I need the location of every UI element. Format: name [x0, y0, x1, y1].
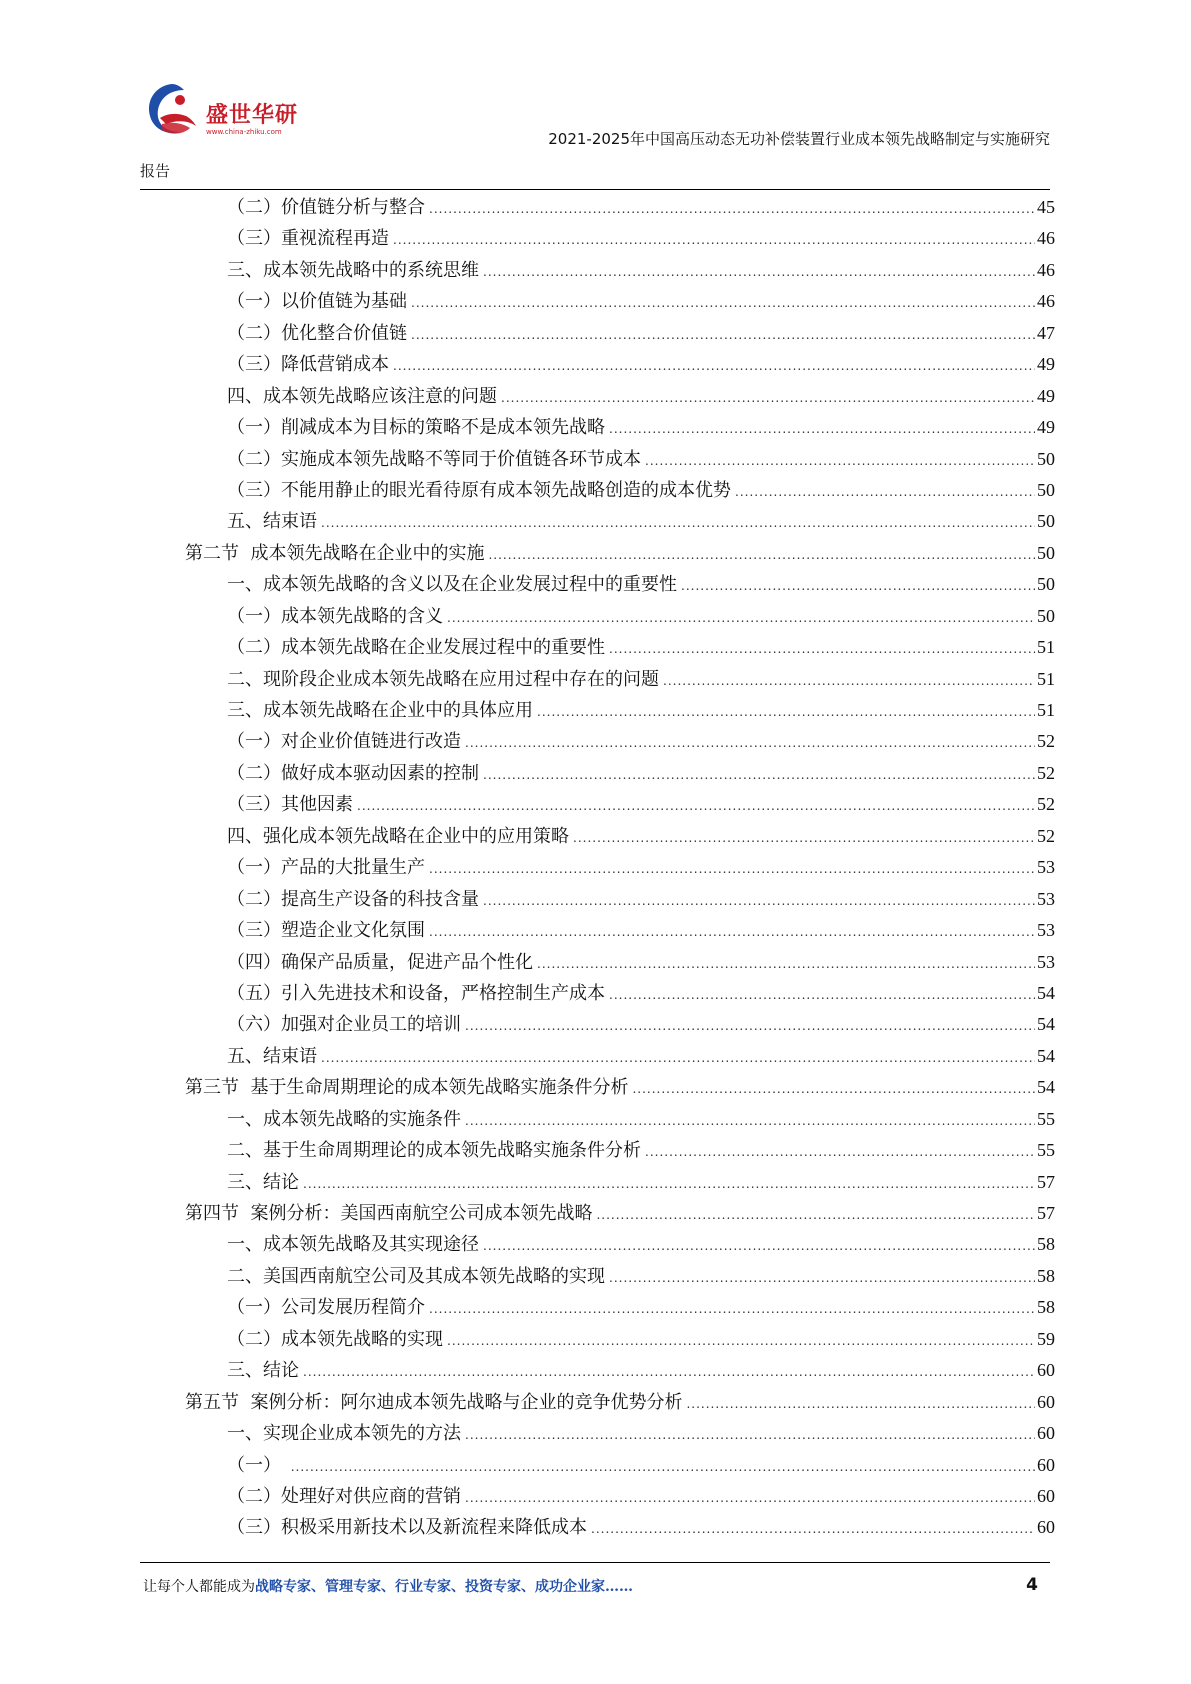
toc-entry[interactable]	[185, 695, 1055, 726]
toc-entry-page: 57	[1037, 1171, 1055, 1192]
toc-leader-dots	[411, 320, 1035, 351]
page-footer	[143, 1576, 1048, 1600]
toc-entry-title: （二）做好成本驱动因素的控制	[227, 762, 479, 784]
toc-entry-title: 三、结论	[227, 1171, 299, 1193]
toc-entry-page: 46	[1037, 291, 1055, 312]
toc-leader-dots	[483, 1231, 1035, 1262]
toc-entry[interactable]	[185, 506, 1055, 537]
toc-entry-page: 57	[1037, 1203, 1055, 1223]
toc-leader-dots	[393, 351, 1035, 382]
toc-entry-title: 三、成本领先战略中的系统思维	[227, 259, 479, 281]
toc-entry-page: 50	[1037, 448, 1055, 469]
toc-entry[interactable]	[185, 538, 1055, 569]
toc-leader-dots	[303, 1357, 1035, 1388]
toc-entry-page: 55	[1037, 1140, 1055, 1161]
toc-entry[interactable]	[185, 1009, 1055, 1040]
toc-entry-page: 50	[1037, 479, 1055, 500]
toc-entry-title: （三）降低营销成本	[227, 354, 389, 376]
toc-entry[interactable]	[185, 1072, 1055, 1103]
toc-entry-page: 47	[1037, 322, 1055, 343]
toc-entry[interactable]	[185, 1292, 1055, 1323]
toc-entry-title: （一）成本领先战略的含义	[227, 605, 443, 627]
toc-entry[interactable]	[185, 726, 1055, 757]
toc-leader-dots	[429, 854, 1035, 885]
toc-entry-title: （三）塑造企业文化氛围	[227, 920, 425, 942]
toc-entry[interactable]	[185, 1041, 1055, 1072]
toc-entry[interactable]	[185, 569, 1055, 600]
toc-leader-dots	[321, 1043, 1035, 1074]
toc-entry-page: 50	[1037, 511, 1055, 532]
page-number: 4	[1026, 1575, 1038, 1595]
toc-entry[interactable]	[185, 255, 1055, 286]
toc-entry[interactable]	[185, 223, 1055, 254]
logo-swirl-icon	[140, 78, 204, 142]
toc-entry-title: 一、成本领先战略的含义以及在企业发展过程中的重要性	[227, 574, 677, 596]
toc-leader-dots	[321, 508, 1035, 539]
toc-leader-dots	[465, 1420, 1035, 1451]
toc-entry-title: 四、强化成本领先战略在企业中的应用策略	[227, 825, 569, 847]
toc-leader-dots	[357, 791, 1035, 822]
toc-leader-dots	[609, 634, 1035, 665]
toc-entry-page: 51	[1037, 637, 1055, 658]
toc-entry-title: 一、实现企业成本领先的方法	[227, 1423, 461, 1445]
toc-leader-dots	[591, 1514, 1035, 1545]
toc-entry-title: 三、结论	[227, 1360, 299, 1382]
toc-entry[interactable]	[185, 1261, 1055, 1292]
toc-entry-title: （二）成本领先战略在企业发展过程中的重要性	[227, 637, 605, 659]
toc-entry-title: （三）不能用静止的眼光看待原有成本领先战略创造的成本优势	[227, 479, 731, 501]
toc-entry[interactable]	[185, 1167, 1055, 1198]
toc-entry-page: 58	[1037, 1234, 1055, 1255]
toc-entry-page: 52	[1037, 731, 1055, 752]
toc-leader-dots	[483, 257, 1035, 288]
toc-entry-page: 53	[1037, 951, 1055, 972]
toc-leader-dots	[447, 603, 1035, 634]
toc-entry-title: 一、成本领先战略的实施条件	[227, 1108, 461, 1130]
toc-entry-page: 53	[1037, 920, 1055, 941]
toc-entry-title: （一）削减成本为目标的策略不是成本领先战略	[227, 417, 605, 439]
toc-entry[interactable]	[185, 1104, 1055, 1135]
toc-leader-dots	[303, 1169, 1035, 1200]
toc-entry-title: 五、结束语	[227, 511, 317, 533]
toc-entry[interactable]	[185, 601, 1055, 632]
toc-entry-page: 60	[1037, 1485, 1055, 1506]
toc-entry-page: 55	[1037, 1108, 1055, 1129]
toc-leader-dots	[681, 571, 1035, 602]
toc-entry-page: 54	[1037, 1077, 1055, 1098]
toc-entry[interactable]	[185, 1387, 1055, 1418]
toc-entry[interactable]	[185, 1198, 1055, 1229]
toc-entry[interactable]	[185, 412, 1055, 443]
toc-entry-title: （二）实施成本领先战略不等同于价值链各环节成本	[227, 448, 641, 470]
toc-entry-page: 50	[1037, 605, 1055, 626]
toc-entry-title: （三）重视流程再造	[227, 228, 389, 250]
toc-entry-title: 五、结束语	[227, 1045, 317, 1067]
logo-url: www.china-zhiku.com	[206, 128, 282, 136]
toc-leader-dots	[429, 917, 1035, 948]
toc-entry-title: （四）确保产品质量，促进产品个性化	[227, 951, 533, 973]
toc-leader-dots	[609, 1263, 1035, 1294]
toc-entry[interactable]	[185, 1229, 1055, 1260]
toc-entry-page: 60	[1037, 1423, 1055, 1444]
toc-entry-title: 二、现阶段企业成本领先战略在应用过程中存在的问题	[227, 668, 659, 690]
document-title-tail: 报告	[140, 162, 171, 180]
toc-entry[interactable]	[185, 1135, 1055, 1166]
toc-entry-title: （二）成本领先战略的实现	[227, 1328, 443, 1350]
toc-entry[interactable]	[185, 444, 1055, 475]
toc-entry-title: （一）以价值链为基础	[227, 291, 407, 313]
company-logo	[140, 78, 310, 148]
document-title: 2021-2025年中国高压动态无功补偿装置行业成本领先战略制定与实施研究	[548, 130, 1050, 148]
toc-leader-dots	[465, 728, 1035, 759]
toc-leader-dots	[632, 1074, 1035, 1105]
toc-leader-dots	[686, 1389, 1035, 1420]
toc-leader-dots	[735, 477, 1035, 508]
toc-entry-page: 60	[1037, 1454, 1055, 1475]
toc-leader-dots	[393, 225, 1035, 256]
toc-leader-dots	[645, 446, 1035, 477]
toc-entry-title: 第四节 案例分析：美国西南航空公司成本领先战略	[185, 1203, 593, 1224]
footer-slogan-emphasis: 战略专家、管理专家、行业专家、投资专家、成功企业家……	[255, 1579, 633, 1595]
toc-entry-page: 49	[1037, 417, 1055, 438]
toc-entry-title: 三、成本领先战略在企业中的具体应用	[227, 700, 533, 721]
toc-entry-title: （二）提高生产设备的科技含量	[227, 888, 479, 910]
toc-leader-dots	[465, 1483, 1035, 1514]
footer-slogan-lead: 让每个人都能成为	[143, 1579, 255, 1595]
toc-leader-dots	[488, 540, 1035, 571]
toc-entry[interactable]	[185, 789, 1055, 820]
toc-entry-page: 54	[1037, 1045, 1055, 1066]
toc-leader-dots	[429, 194, 1035, 225]
toc-entry-title: （五）引入先进技术和设备，严格控制生产成本	[227, 982, 605, 1004]
toc-entry-title: （三）积极采用新技术以及新流程来降低成本	[227, 1517, 587, 1539]
toc-leader-dots	[429, 1294, 1035, 1325]
toc-entry[interactable]	[185, 1355, 1055, 1386]
toc-entry-page: 53	[1037, 857, 1055, 878]
toc-entry-title: （三）其他因素	[227, 794, 353, 816]
toc-leader-dots	[465, 1011, 1035, 1042]
page-header	[140, 78, 1050, 188]
table-of-contents	[185, 192, 1055, 1544]
toc-entry-page: 50	[1037, 574, 1055, 595]
toc-entry[interactable]	[185, 1418, 1055, 1449]
toc-entry[interactable]	[185, 915, 1055, 946]
toc-leader-dots	[537, 697, 1035, 728]
toc-entry-page: 53	[1037, 888, 1055, 909]
toc-entry-page: 52	[1037, 794, 1055, 815]
toc-entry-title: （二）处理好对供应商的营销	[227, 1485, 461, 1507]
toc-entry[interactable]	[185, 318, 1055, 349]
toc-entry-page: 46	[1037, 259, 1055, 280]
toc-entry-title: （一）对企业价值链进行改造	[227, 731, 461, 753]
toc-entry-title: （六）加强对企业员工的培训	[227, 1014, 461, 1036]
toc-entry[interactable]	[185, 381, 1055, 412]
header-divider	[140, 189, 1050, 190]
toc-leader-dots	[483, 760, 1035, 791]
toc-entry[interactable]	[185, 1324, 1055, 1355]
toc-leader-dots	[465, 1106, 1035, 1137]
toc-entry[interactable]	[185, 947, 1055, 978]
toc-entry-page: 60	[1037, 1391, 1055, 1412]
toc-entry[interactable]	[185, 884, 1055, 915]
toc-leader-dots	[447, 1326, 1035, 1357]
toc-entry[interactable]	[185, 349, 1055, 380]
toc-entry[interactable]	[185, 852, 1055, 883]
toc-leader-dots	[609, 980, 1035, 1011]
toc-entry-title: 第三节 基于生命周期理论的成本领先战略实施条件分析	[185, 1077, 629, 1099]
toc-entry-page: 50	[1037, 542, 1055, 563]
footer-divider	[140, 1562, 1050, 1563]
toc-entry-title: （二）价值链分析与整合	[227, 197, 425, 218]
toc-entry-title: 二、美国西南航空公司及其成本领先战略的实现	[227, 1265, 605, 1287]
toc-entry-page: 60	[1037, 1360, 1055, 1381]
toc-entry-page: 51	[1037, 700, 1055, 720]
toc-entry[interactable]	[185, 758, 1055, 789]
toc-entry-title: 一、成本领先战略及其实现途径	[227, 1234, 479, 1256]
toc-leader-dots	[596, 1200, 1035, 1231]
toc-entry-title: 第二节 成本领先战略在企业中的实施	[185, 542, 485, 564]
toc-entry-page: 46	[1037, 228, 1055, 249]
toc-leader-dots	[291, 1452, 1035, 1483]
toc-entry-page: 58	[1037, 1297, 1055, 1318]
toc-leader-dots	[483, 886, 1035, 917]
toc-entry[interactable]	[185, 664, 1055, 695]
toc-entry[interactable]	[185, 978, 1055, 1009]
toc-leader-dots	[411, 288, 1035, 319]
toc-entry-title: （一）产品的大批量生产	[227, 857, 425, 879]
toc-leader-dots	[609, 414, 1035, 445]
logo-text: 盛世华研	[206, 103, 299, 128]
toc-entry[interactable]	[185, 821, 1055, 852]
toc-entry-title: （二）优化整合价值链	[227, 322, 407, 344]
toc-entry[interactable]	[185, 475, 1055, 506]
toc-leader-dots	[645, 1137, 1035, 1168]
toc-entry-page: 60	[1037, 1517, 1055, 1538]
toc-entry-page: 45	[1037, 197, 1055, 217]
toc-entry-title: 四、成本领先战略应该注意的问题	[227, 385, 497, 407]
toc-entry-page: 52	[1037, 762, 1055, 783]
toc-leader-dots	[573, 823, 1035, 854]
toc-entry-page: 59	[1037, 1328, 1055, 1349]
toc-leader-dots	[663, 666, 1035, 697]
toc-entry-title: 二、基于生命周期理论的成本领先战略实施条件分析	[227, 1140, 641, 1162]
toc-leader-dots	[501, 383, 1035, 414]
toc-entry[interactable]	[185, 1481, 1055, 1512]
toc-entry-page: 51	[1037, 668, 1055, 689]
toc-entry-page: 54	[1037, 982, 1055, 1003]
toc-entry-page: 52	[1037, 825, 1055, 846]
toc-entry[interactable]	[185, 192, 1055, 223]
toc-entry-page: 49	[1037, 354, 1055, 375]
toc-entry-title: （一）	[227, 1454, 287, 1476]
toc-entry-page: 58	[1037, 1265, 1055, 1286]
toc-entry-page: 49	[1037, 385, 1055, 406]
toc-entry-page: 54	[1037, 1014, 1055, 1035]
toc-entry[interactable]	[185, 632, 1055, 663]
toc-entry-title: （一）公司发展历程简介	[227, 1297, 425, 1319]
toc-entry[interactable]	[185, 1450, 1055, 1481]
toc-leader-dots	[537, 949, 1035, 980]
toc-entry-title: 第五节 案例分析：阿尔迪成本领先战略与企业的竞争优势分析	[185, 1391, 683, 1413]
toc-entry[interactable]	[185, 286, 1055, 317]
toc-entry[interactable]	[185, 1512, 1055, 1543]
